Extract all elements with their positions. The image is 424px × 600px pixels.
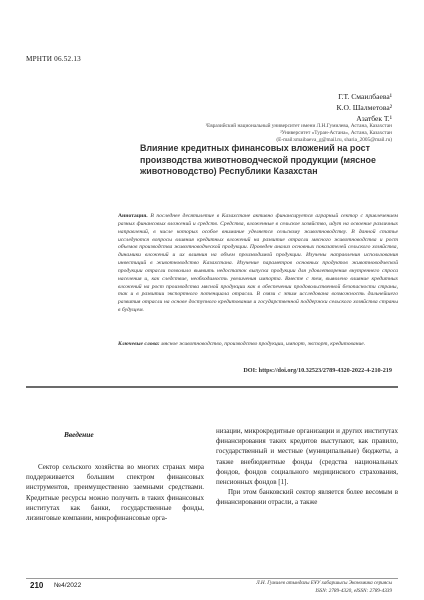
journal-name: Л.Н. Гумилев атындағы ЕҰУ хабаршысы Экономика сериясы bbox=[256, 580, 392, 586]
abstract bbox=[118, 213, 398, 315]
journal-issn: ISSN: 2789-4320, eISSN: 2789-4339 bbox=[315, 588, 392, 594]
issue-number: №4/2022 bbox=[54, 582, 82, 589]
author-1: Г.Т. Смаилбаева¹ bbox=[338, 92, 392, 101]
section-divider bbox=[26, 386, 398, 388]
author-3: Азатбек Т.¹ bbox=[356, 114, 392, 123]
body-column-right bbox=[216, 426, 398, 508]
keywords-label: Ключевые слова: bbox=[118, 341, 160, 347]
abstract-text: В последнее десятилетие в Казахстане активно финансируется аграрный сектор с привлечением разных финансовых вложений и средств. Средства, вложенные в сельское хозяйство, идут на освоение различных направлений, в числе которых особое внимание уделяется сельскому животноводству. В данной статье исследуются вопросы влияния кредитных вложений на развитие отрасли мясного животноводства и рост объемов производства животноводческой продукции. Проведен анализ основных показателей сельского хозяйства, динамики вложений и их влияния на объем производимой продукции. Изучены направления использования инвестиций в животноводство Казахстана. Изучение параметров основных продуктов животноводческой продукции отрасли позволило выявить недостаток выпуска продукции для удовлетворения внутреннего спроса населения и, как следствие, необходимость увеличения импорта. Вместе с тем, выявлено влияние кредитных вложений на рост производства мясной продукции как в обеспечении продовольственной безопасности страны, так и в развитии экспортного потенциала отрасли. В связи с этим исследована возможность дальнейшего развития отрасли на основе доступного кредитования и государственной поддержки сельского хозяйства страны в будущем. bbox=[118, 213, 398, 314]
body-paragraph: низации, микрокредитные организации и других институтах финансирования таких кредитов выступают, как правило, государственный и местные (муниципальные) бюджеты, а также внебюджетные фонды (средства национальных фондов, фондов социального медицинского страхования, пенсионных фондов [1]. bbox=[216, 427, 398, 487]
article-title: Влияние кредитных финансовых вложений на рост производства животноводческой продукции (мясное животноводство) Республики Казахстан bbox=[140, 143, 376, 177]
keywords-text: мясное животноводство, производство продукции, импорт, экспорт, кредитование. bbox=[161, 341, 366, 347]
body-column-left bbox=[26, 462, 204, 523]
keywords bbox=[118, 341, 398, 349]
affiliation-2: ²Университет «Туран-Астана», Астана, Казахстан bbox=[280, 130, 392, 136]
affiliation-email: (E-mail:smaibaeva_g@mail.ru, sharia_2005@mail.ru) bbox=[276, 137, 392, 143]
body-paragraph: При этом банковский сектор является более весомым в финансировании отрасли, а также bbox=[216, 488, 398, 507]
affiliation-1: ¹Евразийский национальный университет имени Л.Н.Гумилева, Астана, Казахстан bbox=[205, 123, 392, 129]
intro-heading: Введение bbox=[64, 430, 94, 439]
page-number: 210 bbox=[30, 581, 44, 590]
body-paragraph: Сектор сельского хозяйства во многих странах мира поддерживается большим спектром финансовых инструментов, преимущественно заемными средствами. Кредитные ресурсы можно получить в таких финансовых институтах как банки, государственные фонды, лизинговые компании, микрофинансовые орга- bbox=[26, 463, 204, 523]
footer-divider bbox=[26, 578, 398, 579]
mrnti-code: МРНТИ 06.52.13 bbox=[26, 55, 81, 63]
abstract-label: Аннотация. bbox=[118, 213, 148, 219]
doi-link[interactable]: DOI: https://doi.org/10.32523/2789-4320-2022-4-210-219 bbox=[243, 367, 392, 374]
author-2: К.О. Шалметова² bbox=[336, 103, 392, 112]
